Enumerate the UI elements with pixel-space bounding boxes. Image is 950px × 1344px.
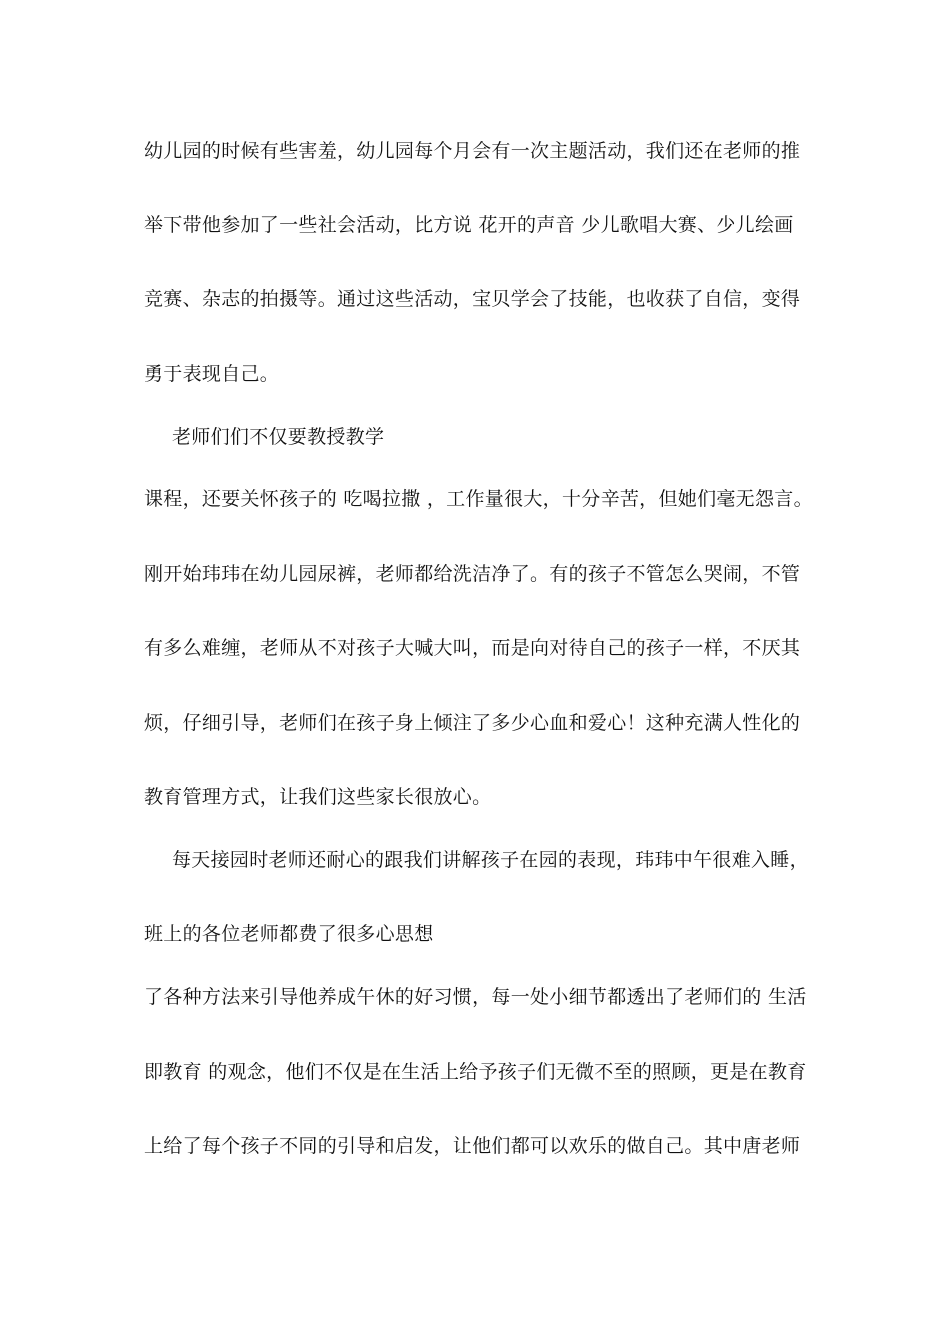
- paragraph-line: 上给了每个孩子不同的引导和启发，让他们都可以欢乐的做自己。其中唐老师: [144, 1135, 801, 1157]
- paragraph-line: 老师们们不仅要教授教学: [172, 426, 385, 448]
- paragraph-line: 竞赛、杂志的拍摄等。通过这些活动，宝贝学会了技能，也收获了自信，变得: [144, 288, 801, 310]
- paragraph-line: 教育管理方式，让我们这些家长很放心。: [144, 786, 492, 808]
- paragraph-line: 幼儿园的时候有些害羞，幼儿园每个月会有一次主题活动，我们还在老师的推: [144, 140, 801, 162]
- paragraph-line: 了各种方法来引导他养成午休的好习惯，每一处小细节都透出了老师们的 生活: [144, 986, 807, 1008]
- paragraph-line: 课程，还要关怀孩子的 吃喝拉撒 ，工作量很大，十分辛苦，但她们毫无怨言。: [144, 488, 813, 510]
- paragraph-line: 刚开始玮玮在幼儿园尿裤，老师都给洗洁净了。有的孩子不管怎么哭闹，不管: [144, 563, 801, 585]
- paragraph-line: 举下带他参加了一些社会活动，比方说 花开的声音 少儿歌唱大赛、少儿绘画: [144, 214, 794, 236]
- paragraph-line: 勇于表现自己。: [144, 363, 280, 385]
- paragraph-line: 烦，仔细引导，老师们在孩子身上倾注了多少心血和爱心！这种充满人性化的: [144, 712, 801, 734]
- paragraph-line: 每天接园时老师还耐心的跟我们讲解孩子在园的表现，玮玮中午很难入睡，: [172, 849, 809, 871]
- paragraph-line: 班上的各位老师都费了很多心思想: [144, 923, 434, 945]
- paragraph-line: 即教育 的观念，他们不仅是在生活上给予孩子们无微不至的照顾，更是在教育: [144, 1061, 807, 1083]
- paragraph-line: 有多么难缠，老师从不对孩子大喊大叫，而是向对待自己的孩子一样，不厌其: [144, 637, 801, 659]
